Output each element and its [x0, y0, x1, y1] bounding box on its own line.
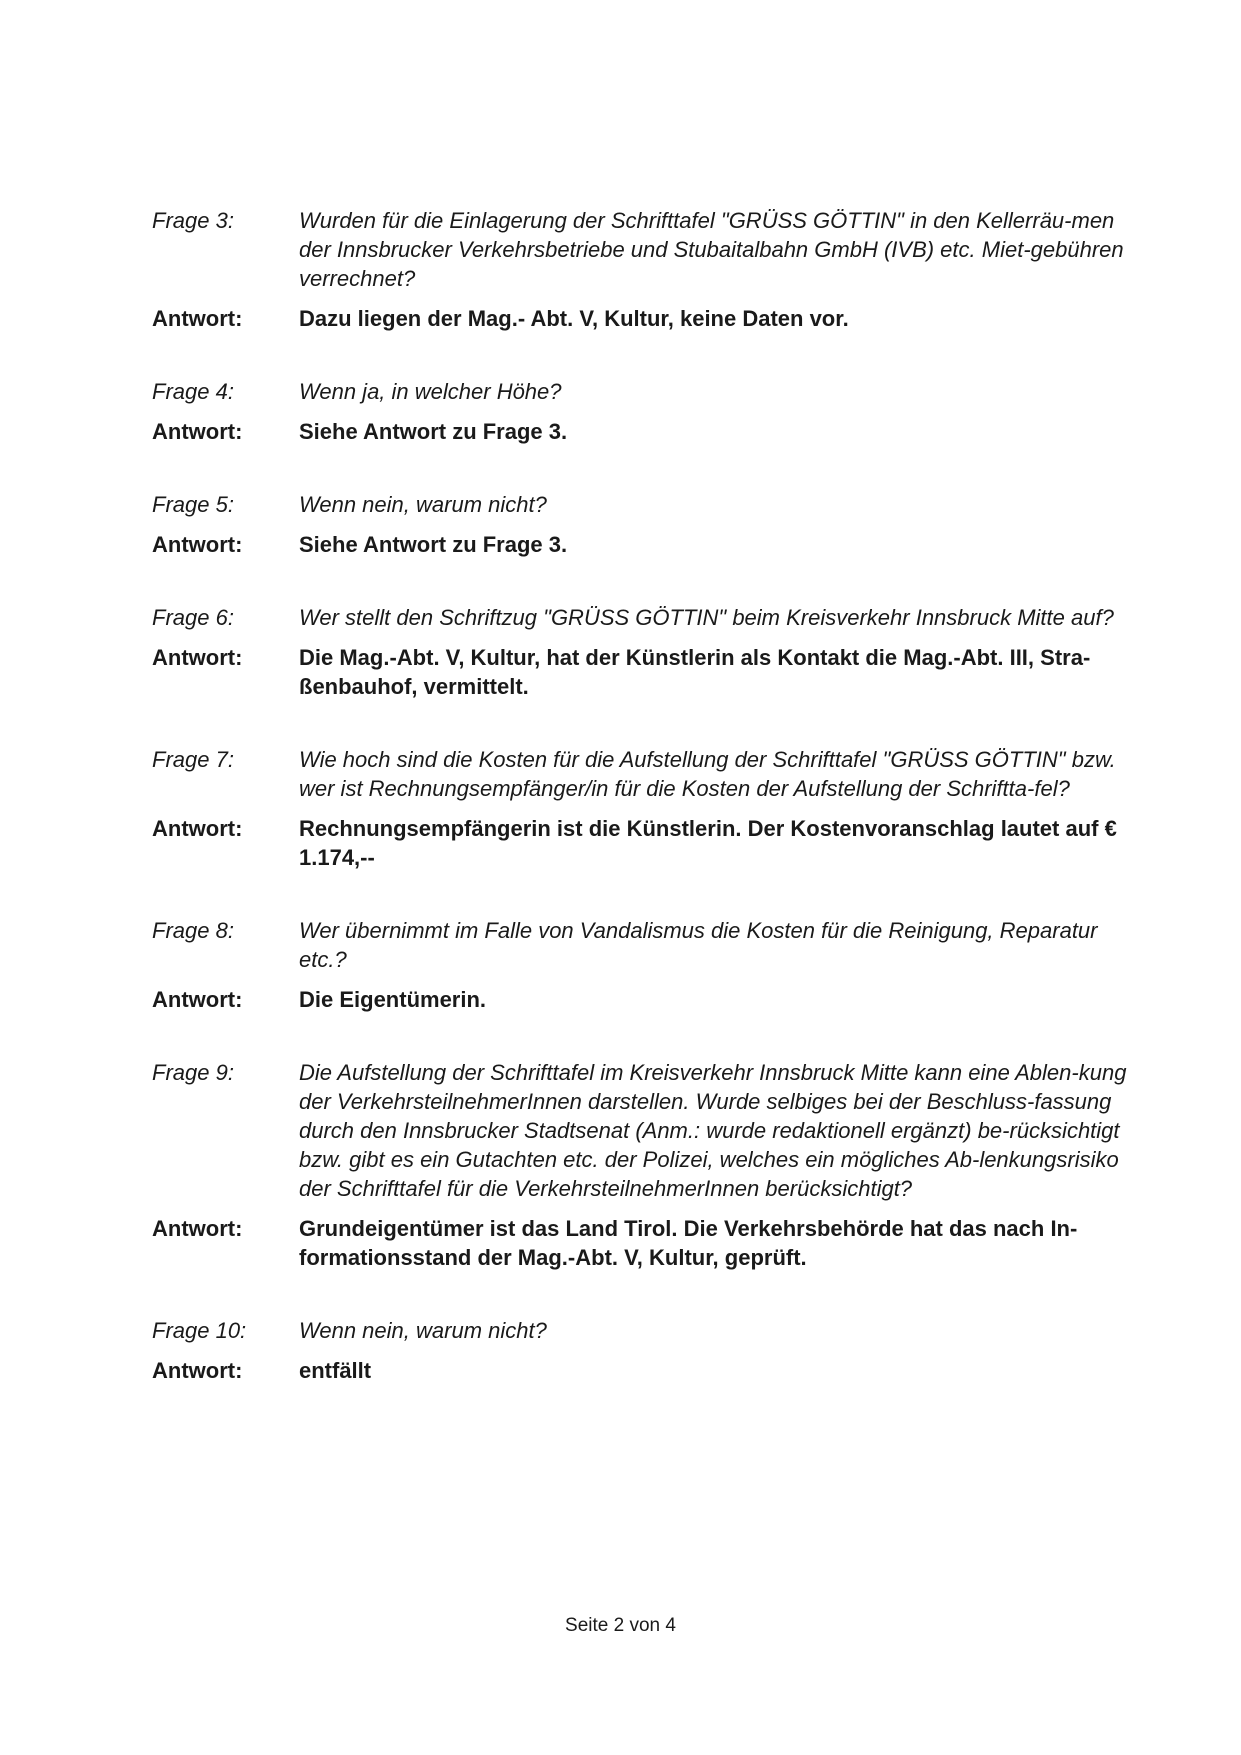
answer-row — [152, 985, 1132, 1014]
answer-label: Antwort: — [152, 306, 243, 331]
answer-text: Siehe Antwort zu Frage 3. — [299, 532, 568, 557]
answer-row — [152, 530, 1132, 559]
question-label: Frage 9: — [152, 1060, 234, 1085]
qa-block-10 — [152, 1316, 1132, 1385]
question-label: Frage 6: — [152, 605, 234, 630]
question-text: Wenn nein, warum nicht? — [299, 1318, 547, 1343]
answer-row — [152, 304, 1132, 333]
answer-label: Antwort: — [152, 1358, 243, 1383]
qa-block-9 — [152, 1058, 1132, 1272]
answer-row — [152, 814, 1132, 872]
answer-row — [152, 643, 1132, 701]
question-text: Wie hoch sind die Kosten für die Aufstellung der Schrifttafel "GRÜSS GÖTTIN" bzw. wer ist Rechnungsempfänger/in für die Kosten der Aufstellung der Schriftta-fel? — [299, 747, 1116, 801]
question-text: Wenn ja, in welcher Höhe? — [299, 379, 562, 404]
question-text: Die Aufstellung der Schrifttafel im Kreisverkehr Innsbruck Mitte kann eine Ablen-kung der VerkehrsteilnehmerInnen darstellen. Wurde selbiges bei der Beschluss-fassung durch den Innsbrucker Stadtsenat (Anm.: wurde redaktionell ergänzt) be-rücksichtigt bzw. gibt es ein Gutachten etc. der Polizei, welches ein mögliches Ab-lenkungsrisiko der Schrifttafel für die VerkehrsteilnehmerInnen berücksichtigt? — [299, 1060, 1127, 1201]
qa-block-8 — [152, 916, 1132, 1014]
answer-row — [152, 1356, 1132, 1385]
question-label: Frage 5: — [152, 492, 234, 517]
question-text: Wurden für die Einlagerung der Schrifttafel "GRÜSS GÖTTIN" in den Kellerräu-men der Innsbrucker Verkehrsbetriebe und Stubaitalbahn GmbH (IVB) etc. Miet-gebühren verrechnet? — [299, 208, 1124, 291]
answer-row — [152, 1214, 1132, 1272]
answer-text: Die Mag.-Abt. V, Kultur, hat der Künstlerin als Kontakt die Mag.-Abt. III, Stra-ßenbauhof, vermittelt. — [299, 645, 1091, 699]
answer-text: Die Eigentümerin. — [299, 987, 487, 1012]
question-label: Frage 3: — [152, 208, 234, 233]
question-label: Frage 8: — [152, 918, 234, 943]
question-row — [152, 490, 1132, 519]
answer-label: Antwort: — [152, 1216, 243, 1241]
question-row — [152, 377, 1132, 406]
qa-block-3 — [152, 206, 1132, 333]
question-label: Frage 10: — [152, 1318, 247, 1343]
qa-block-5 — [152, 490, 1132, 559]
question-row — [152, 206, 1132, 293]
answer-label: Antwort: — [152, 816, 243, 841]
question-row — [152, 1316, 1132, 1345]
question-row — [152, 745, 1132, 803]
answer-text: Dazu liegen der Mag.- Abt. V, Kultur, keine Daten vor. — [299, 306, 849, 331]
question-text: Wer stellt den Schriftzug "GRÜSS GÖTTIN" beim Kreisverkehr Innsbruck Mitte auf? — [299, 605, 1114, 630]
qa-block-6 — [152, 603, 1132, 701]
answer-text: Siehe Antwort zu Frage 3. — [299, 419, 568, 444]
answer-text: Rechnungsempfängerin ist die Künstlerin. Der Kostenvoranschlag lautet auf € 1.174,-- — [299, 816, 1117, 870]
page-number: Seite 2 von 4 — [565, 1615, 676, 1636]
question-row — [152, 916, 1132, 974]
question-label: Frage 7: — [152, 747, 234, 772]
qa-list — [152, 206, 1132, 1429]
answer-label: Antwort: — [152, 987, 243, 1012]
question-text: Wenn nein, warum nicht? — [299, 492, 547, 517]
question-label: Frage 4: — [152, 379, 234, 404]
qa-block-4 — [152, 377, 1132, 446]
qa-block-7 — [152, 745, 1132, 872]
answer-label: Antwort: — [152, 419, 243, 444]
question-row — [152, 1058, 1132, 1203]
answer-text: Grundeigentümer ist das Land Tirol. Die Verkehrsbehörde hat das nach In-formationsstand der Mag.-Abt. V, Kultur, geprüft. — [299, 1216, 1078, 1270]
answer-label: Antwort: — [152, 645, 243, 670]
answer-row — [152, 417, 1132, 446]
question-row — [152, 603, 1132, 632]
answer-text: entfällt — [299, 1358, 372, 1383]
answer-label: Antwort: — [152, 532, 243, 557]
question-text: Wer übernimmt im Falle von Vandalismus die Kosten für die Reinigung, Reparatur etc.? — [299, 918, 1098, 972]
